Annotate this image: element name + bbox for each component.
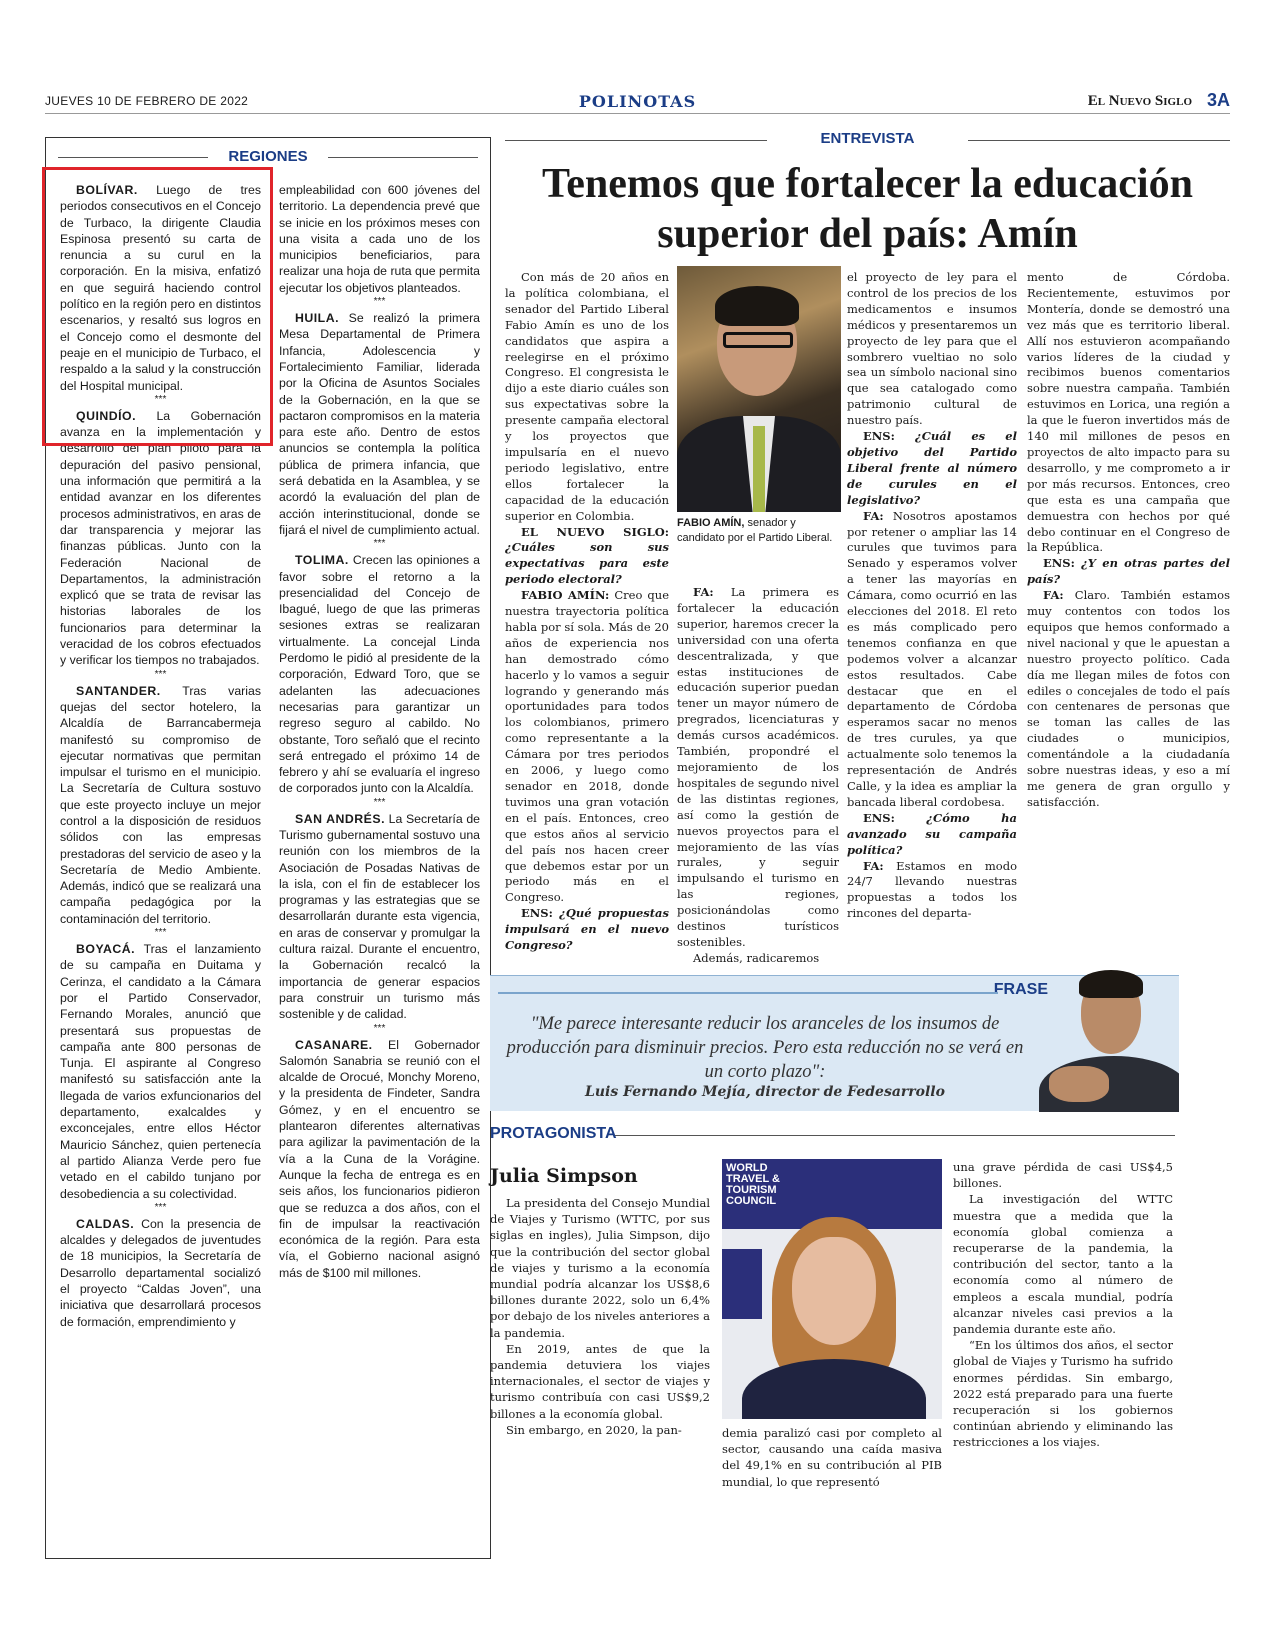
question: ENS: ¿Qué propuestas impulsará en el nuevo Congreso?	[505, 906, 669, 953]
region-text: La Secretaría de Turismo gubernamental sostuvo una reunión con los miembros de la Asociación de Posadas Nativas de la isla, con el fin de establecer los programas y las estrategias que se desarrollarán durante esta vigencia, en aras de conservar y promulgar la cultura raizal. Durante el encuentro, la Gobernación recalcó la importancia de generar espacios para construir un turismo más sostenible y de calidad.	[279, 811, 481, 1022]
region-name: QUINDÍO.	[76, 408, 137, 423]
interview-column-4	[1027, 270, 1230, 811]
paragraph: una grave pérdida de casi US$4,5 billones.	[953, 1160, 1173, 1191]
section-name: POLINOTAS	[578, 92, 697, 111]
paragraph: “En los últimos dos años, el sector global de Viajes y Turismo ha sufrido enormes pérdidas. Sin embargo, 2022 está preparado para una fuerte recuperación si los gobiernos continúan abriendo y eliminando las restricciones a los viajes.	[953, 1338, 1173, 1450]
region-item	[279, 552, 480, 796]
protagonist-label: PROTAGONISTA	[490, 1125, 1230, 1143]
question: ENS: ¿Y en otras partes del país?	[1027, 556, 1230, 587]
region-text: Tras el lanzamiento de su campaña en Duitama y Cerinza, el candidato a la Cámara por el Partido Conservador, Fernando Morales, anunció que presentará sus propuestas de campaña ante 800 personas de Tunja. El aspirante al Congreso manifestó su satisfacción ante la llegada de varios exfuncionarios del departamento, exalcaldes y exconcejales, entre ellos Héctor Mauricio Sánchez, quien pertenecía al partido Alianza Verde pero fue vetado en el cabildo tunjano por desobediencia a su colectividad.	[60, 942, 261, 1201]
region-text: Con la presencia de alcaldes y delegados de juventudes de 18 municipios, la Secretaría de Desarrollo departamental socializó el proyecto “Caldas Joven”, una iniciativa que desarrollará procesos de formación, emprendimiento y	[60, 1216, 261, 1329]
region-name: TOLIMA.	[295, 553, 349, 568]
region-text: empleabilidad con 600 jóvenes del territorio. La dependencia prevé que se inicie en los próximos meses con una visita a cada uno de los municipios beneficiarios, para realizar una hoja de ruta que permita ejecutar los objetivos planteados.	[279, 183, 480, 295]
answer: FA: La primera es fortalecer la educación superior, haremos crecer la universidad con una oferta descentralizada, y que estas instituciones de educación superior puedan tener un mayor número de pregrados, licenciaturas y demás cursos académicos. También, propondré el mejoramiento de los hospitales de segundo nivel de las distintas regiones, así como la gestión de nuevos proyectos para el mejoramiento de las vías rurales, y seguir impulsando el turismo en las regiones, posicionándolas como destinos turísticos sostenibles.	[677, 585, 839, 949]
paragraph: Sin embargo, en 2020, la pan-	[506, 1422, 682, 1437]
interview-article	[505, 130, 1230, 965]
paragraph: La presidenta del Consejo Mundial de Viajes y Turismo (WTTC, por sus siglas en ingles), Julia Simpson, dijo que la contribución del sector global de viajes y turismo a la economía mundial podría alcanzar los US$8,6 billones durante 2022, solo un 6,4% por debajo de los niveles anteriores a la pandemia.	[490, 1196, 710, 1340]
separator: ***	[154, 393, 167, 405]
answer: FA: Estamos en modo 24/7 llevando nuestras propuestas a todos los rincones del departa-	[847, 858, 1017, 921]
region-text: Se realizó la primera Mesa Departamental de Primera Infancia, Adolescencia y Fortalecimiento Familiar, liderada por la Oficina de Asuntos Sociales de la Gobernación, en la que se pactaron compromisos en la materia para este año. Dentro de estos anuncios se contempla la política pública de primera infancia, que será debatida en la Asamblea, y se acordó la evaluación del plan de acción interinstitucional, donde se fijará el nivel de cumplimiento actual.	[279, 311, 480, 537]
paragraph: mento de Córdoba. Recientemente, estuvimos por Montería, donde se demostró una vez más que es territorio liberal. Allí nos estuvieron acompañando varios líderes de la ciudad y recibimos buenos comentarios sobre nuestra campaña. También estuvimos en Lorica, una región a la que le fueron invertidos más de 140 mil millones de pesos en proyectos de alto impacto para su desarrollo, y me comprometo a ir por más recursos. Entonces, creo que esta es una campaña que demuestra con hechos por qué debo continuar en el Congreso de la República.	[1027, 270, 1230, 555]
paragraph: Con más de 20 años en la política colombiana, el senador del Partido Liberal Fabio Amín es uno de los candidatos que aspira a reelegirse en el próximo Congreso. El congresista le dijo a este diario cuáles son sus expectativas sobre la presente campaña electoral y los proyectos que impulsaría en el nuevo periodo legislativo, entre ellos fortalecer la capacidad de la educación superior en Colombia.	[505, 270, 669, 523]
region-name: SAN ANDRÉS.	[295, 811, 385, 826]
paragraph: La investigación del WTTC muestra que a medida que la economía global comienza a recuperarse de la pandemia, la contribución del sector, tanto a la economía como al número de empleos a escala mundial, podría alcanzar niveles casi previos a la pandemia durante este año.	[953, 1192, 1173, 1337]
paragraph: Además, radicaremos	[693, 950, 820, 965]
issue-date: JUEVES 10 DE FEBRERO DE 2022	[45, 94, 249, 108]
protagonist-article	[490, 1125, 1230, 1489]
question: ENS: ¿Cuál es el objetivo del Partido Liberal frente al número de curules en el legislativo?	[847, 429, 1017, 507]
region-text: La Gobernación avanza en la implementación y desarrollo del plan piloto para la depuración del pasivo pensional, una información que permitirá a la entidad avanzar en los diferentes procesos administrativos, en aras de dar transparencia y mejorar las finanzas públicas. Junto con la Federación Nacional de Departamentos, la administración explicó que se trata de revisar las historias laborales de los funcionarios para determinar la veracidad de los cobros efectuados y verificar los tiempos no trabajados.	[60, 408, 261, 668]
wttc-logo: WORLD TRAVEL & TOURISM COUNCIL	[726, 1162, 780, 1207]
region-name: SANTANDER.	[76, 683, 161, 698]
region-name: CALDAS.	[76, 1216, 135, 1231]
protagonist-column-3	[953, 1159, 1173, 1451]
region-name: CASANARE.	[295, 1037, 373, 1052]
page-header	[45, 92, 1230, 114]
region-text: El Gobernador Salomón Sanabria se reunió con el alcalde de Orocué, Monchy Moreno, y la presidenta de Findeter, Sandra Gómez, y en el encuentro se plantearon diferentes alternativas para agilizar la pavimentación de la vía a la Cuna de la Vorágine. Aunque la fecha de entrega es en seis años, los funcionarios pidieron que se reduzca a dos años, con el fin de impulsar la reactivación económica de la región. Para esta vía, el Gobierno nacional asignó más de $100 mil millones.	[279, 1037, 480, 1280]
separator: ***	[373, 796, 386, 808]
region-item	[279, 182, 480, 296]
quote-author: Luis Fernando Mejía, director de Fedesarrollo	[585, 1084, 945, 1100]
protagonist-name: Julia Simpson	[490, 1165, 638, 1187]
answer: FA: Claro. También estamos muy contentos con todos los equipos que hemos conformado a nivel nacional y que le apuestan a nuestro proyecto político. Cada día me llegan miles de fotos con ediles o concejales de todo el país con centenares de personas que se toman las calles de las ciudades o municipios, comentándole a la ciudadanía sobre nuestras ideas, y eso a mí me genera de gran orgullo y satisfacción.	[1027, 588, 1230, 809]
separator: ***	[154, 668, 167, 680]
region-item	[60, 1216, 261, 1330]
region-item	[279, 811, 480, 1023]
interview-headline: Tenemos que fortalecer la educación superior del país: Amín	[542, 161, 1193, 257]
paragraph: el proyecto de ley para el control de los precios de los medicamentos e insumos médicos y presentaremos un proyecto de ley para que el sombrero vueltiao no solo sea un símbolo nacional sino que sea catalogado como patrimonio cultural de nuestro país.	[847, 270, 1017, 428]
interview-column-3	[847, 270, 1017, 922]
luis-fernando-mejia-photo	[1029, 966, 1179, 1112]
region-item	[279, 1037, 480, 1281]
regiones-column-2	[279, 182, 480, 1281]
quote-box	[490, 975, 1179, 1111]
interview-column-1	[505, 270, 669, 954]
page-number: 3A	[1206, 90, 1230, 110]
paragraph: demia paralizó casi por completo al sector, causando una caída masiva del 49,1% en su contribución al PIB mundial, lo que representó	[722, 1426, 942, 1489]
question: ENS: ¿Cómo ha avanzado su campaña política?	[847, 810, 1017, 857]
answer: FABIO AMÍN: Creo que nuestra trayectoria política habla por sí sola. Más de 20 años de experiencia nos han demostrado cómo hacerlo y lo vamos a seguir logrando y generando más oportunidades para todos los colombianos, primero como representante a la Cámara por tres periodos en 2006, y luego como senador en 2018, donde tuvimos una gran votación en el país. Entonces, creo que estos años al servicio del país nos hacen creer que debemos estar por un periodo más en el Congreso.	[505, 588, 669, 905]
separator: ***	[373, 1022, 386, 1034]
protagonist-column-1	[490, 1195, 710, 1438]
highlight-box	[42, 167, 273, 446]
region-item	[279, 310, 480, 538]
quote-label: FRASE	[993, 981, 1048, 998]
region-text: Luego de tres periodos consecutivos en el Concejo de Turbaco, la dirigente Claudia Espinosa presentó su carta de renuncia a su curul en la corporación. En la misiva, enfatizó en que seguirá haciendo control político en la región pero en distintos escenarios, y resaltó sus logros en el Concejo como el desmonte del peaje en el municipio de Turbaco, el respaldo a la salud y la construcción del Hospital municipal.	[60, 183, 261, 393]
region-item	[60, 683, 261, 927]
newspaper-brand: El Nuevo Siglo	[1087, 93, 1192, 109]
separator: ***	[154, 927, 167, 939]
photo-caption: FABIO AMÍN, senador y candidato por el Partido Liberal.	[677, 517, 833, 544]
region-text: Tras varias quejas del sector hotelero, la Alcaldía de Barrancabermeja manifestó su compromiso de ejecutar normativas que permitan impulsar el turismo en el municipio. La Secretaría de Cultura sostuvo que este proyecto incluye un mejor control a la disposición de residuos sólidos con las empresas prestadoras del servicio de aseo y la Secretaría de Medio Ambiente. Además, indicó que se realizará una campaña pedagógica por la contaminación del territorio.	[60, 683, 261, 926]
interview-kicker: ENTREVISTA	[505, 130, 1230, 147]
answer: FA: Nosotros apostamos por retener o ampliar las 14 curules que tuvimos para Senado y esperamos volver a tener las mayorías en Cámara, como ocurrió en las elecciones del 2018. El reto es más complicado pero tenemos confianza en que podemos volver a alcanzar estos resultados. Cabe destacar que en el departamento de Córdoba esperamos sacar no menos de tres curules, ya que actualmente solo tenemos la representación de Andrés Calle, y la idea es ampliar la bancada liberal cordobesa.	[847, 508, 1017, 809]
interview-column-2	[677, 585, 839, 967]
separator: ***	[373, 538, 386, 550]
regiones-title: REGIONES	[46, 148, 490, 165]
protagonist-column-2	[722, 1425, 942, 1490]
julia-simpson-photo	[722, 1159, 942, 1419]
region-text: Crecen las opiniones a favor sobre el retorno a la presencialidad del Concejo de Ibagué, luego de que las primeras sesiones extras se realizaran virtualmente. La concejal Linda Perdomo le pidió al presidente de la corporación, Edward Toro, que se adelanten las adecuaciones necesarias para garantizar un regreso seguro al cabildo. No obstante, Toro señaló que el recinto será entregado el próximo 14 de febrero y ahí se evaluaría el ingreso de corporados junto con la Alcaldía.	[279, 553, 480, 796]
separator: ***	[373, 296, 386, 308]
fabio-amin-photo	[677, 266, 841, 512]
question: EL NUEVO SIGLO: ¿Cuáles son sus expectativas para este periodo electoral?	[505, 524, 669, 587]
paragraph: En 2019, antes de que la pandemia detuviera los viajes internacionales, el sector de viajes y turismo contribuía con casi US$9,2 billones a la economía global.	[490, 1341, 710, 1421]
region-name: HUILA.	[295, 311, 339, 326]
quote-text: "Me parece interesante reducir los aranceles de los insumos de producción para disminuir precios. Pero esta reducción no se verá en un corto plazo":	[506, 1014, 1024, 1082]
separator: ***	[154, 1201, 167, 1213]
region-name: BOYACÁ.	[76, 942, 136, 957]
region-name: BOLÍVAR.	[76, 183, 138, 197]
region-item	[60, 408, 261, 669]
region-item	[60, 941, 261, 1202]
